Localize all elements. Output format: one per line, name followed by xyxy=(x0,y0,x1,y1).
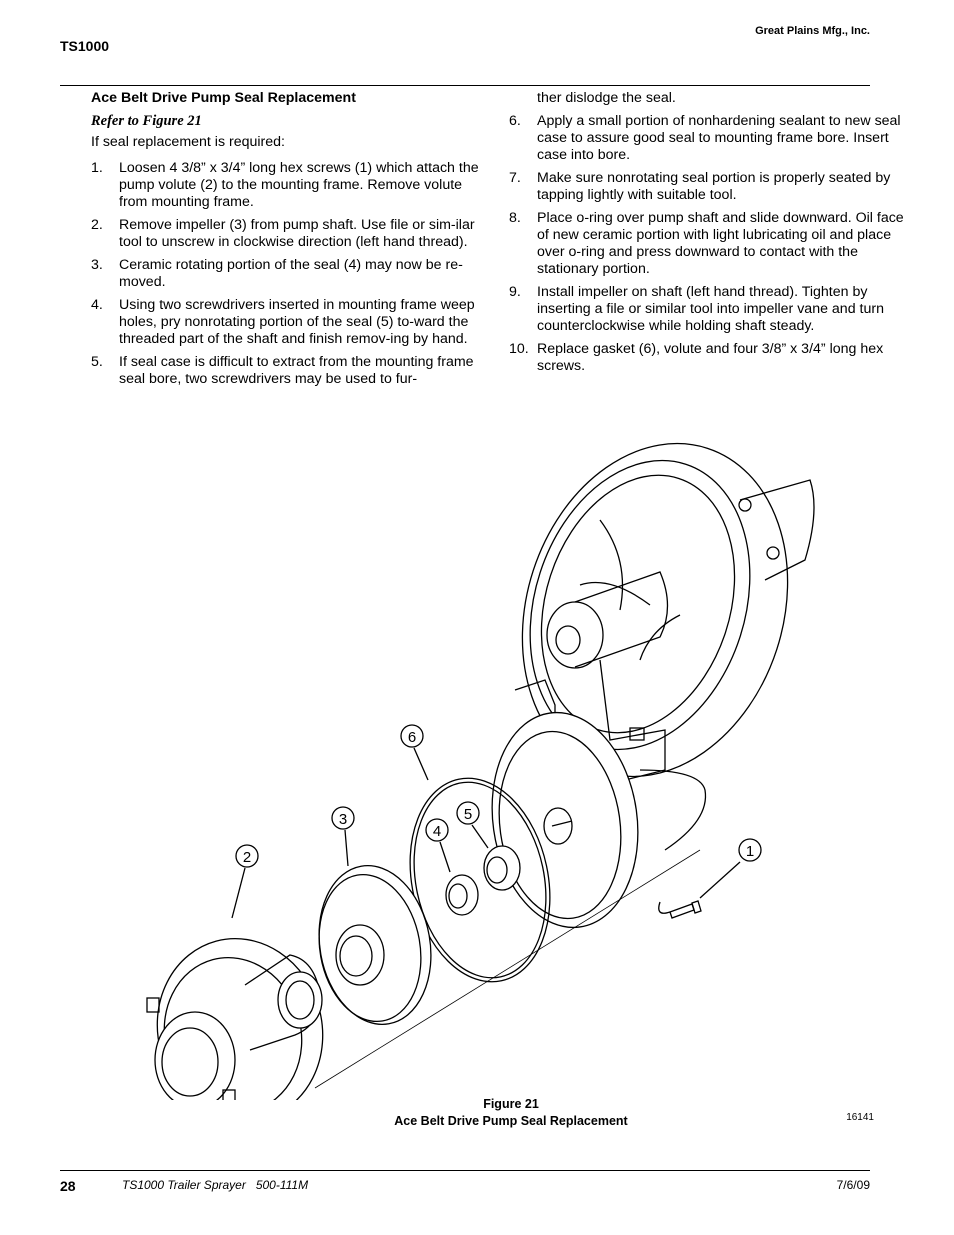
callout-5 xyxy=(457,802,488,848)
header-rule xyxy=(60,85,870,86)
step-2: 2. Remove impeller (3) from pump shaft. Use file or sim-ilar tool to unscrew in clockwise direction (left hand thread). xyxy=(91,217,475,250)
callout-1 xyxy=(700,839,761,898)
step-4: 4. Using two screwdrivers inserted in mounting frame weep holes, pry nonrotating portion of the seal (5) to-ward the threaded part of the shaft and finish remov-ing by hand. xyxy=(91,297,475,347)
company-name: Great Plains Mfg., Inc. xyxy=(755,25,870,37)
svg-text:4: 4 xyxy=(432,823,442,840)
step-10: 10. Replace gasket (6), volute and four 3/8” x 3/4” long hex screws. xyxy=(509,341,884,374)
step-8: 8. Place o-ring over pump shaft and slide downward. Oil face of new ceramic portion with light lubricating oil and place over o-ring and press downward to contact with the stationary portion. xyxy=(509,210,904,277)
section-title: Ace Belt Drive Pump Seal Replacement xyxy=(91,90,356,106)
callout-6 xyxy=(401,725,428,780)
step-9: 9. Install impeller on shaft (left hand thread). Tighten by inserting a file or similar tool into impeller vane and turn counterclockwise while holding shaft steady. xyxy=(509,284,884,334)
page-number: 28 xyxy=(60,1178,76,1194)
callout-4 xyxy=(426,819,450,872)
figure-reference: Refer to Figure 21 xyxy=(91,113,202,129)
hex-screw-illustration xyxy=(659,901,701,918)
step-6: 6. Apply a small portion of nonhardening sealant to new seal case to assure good seal to mounting frame bore. Insert case into bore. xyxy=(509,113,901,163)
pump-exploded-diagram xyxy=(0,430,954,1100)
step-3: 3. Ceramic rotating portion of the seal (4) may now be re-moved. xyxy=(91,257,463,290)
impeller-illustration xyxy=(307,857,443,1034)
figure-caption xyxy=(330,1096,692,1130)
manual-title: TS1000 Trailer Sprayer 500-111M xyxy=(122,1178,309,1192)
svg-text:2: 2 xyxy=(242,849,252,866)
step-1: 1. Loosen 4 3/8” x 3/4” long hex screws (1) which attach the pump volute (2) to the mounting frame. Remove volute from mounting frame. xyxy=(91,160,479,210)
model-name: TS1000 xyxy=(60,38,110,54)
svg-text:1: 1 xyxy=(745,843,755,860)
svg-text:3: 3 xyxy=(338,811,348,828)
volute-illustration xyxy=(137,920,343,1100)
step-5: 5. If seal case is difficult to extract from the mounting frame seal bore, two screwdrivers may be used to fur- xyxy=(91,354,474,387)
footer-rule xyxy=(60,1170,870,1171)
svg-text:6: 6 xyxy=(407,729,417,746)
intro-text: If seal replacement is required: xyxy=(91,134,285,150)
figure-caption-number: Figure 21 xyxy=(483,1097,539,1111)
seal-parts-illustration xyxy=(446,846,520,915)
right-column xyxy=(509,90,904,381)
svg-text:5: 5 xyxy=(463,806,473,823)
step-7: 7. Make sure nonrotating seal portion is properly seated by tapping lightly with suitable tool. xyxy=(509,170,891,203)
callout-3 xyxy=(332,807,354,866)
figure-caption-title: Ace Belt Drive Pump Seal Replacement xyxy=(394,1114,628,1128)
figure-id: 16141 xyxy=(846,1112,874,1123)
step-5-continued: ther dislodge the seal. xyxy=(537,90,676,106)
footer-date: 7/6/09 xyxy=(836,1178,870,1192)
callout-2 xyxy=(232,845,258,918)
left-column xyxy=(91,90,491,394)
